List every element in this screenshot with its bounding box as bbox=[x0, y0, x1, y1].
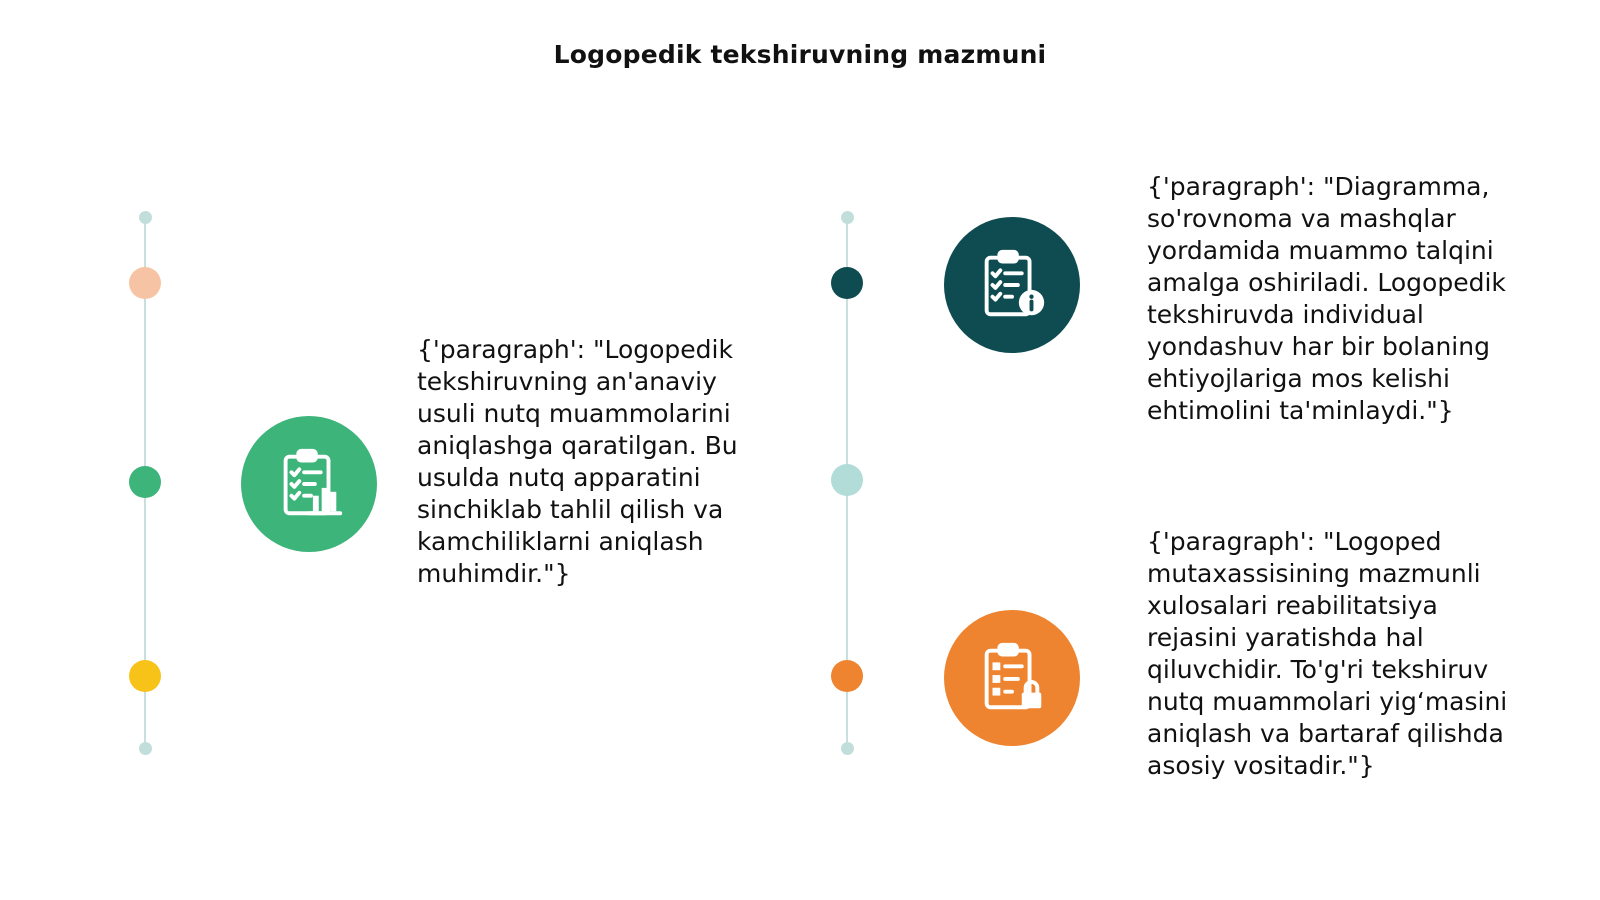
left-timeline-yellow-dot bbox=[129, 660, 161, 692]
left-timeline-start-dot bbox=[139, 211, 152, 224]
clipboard-lock-icon bbox=[944, 610, 1080, 746]
left-timeline-green-dot bbox=[129, 466, 161, 498]
left-timeline-peach-dot bbox=[129, 267, 161, 299]
item-1-paragraph: {'paragraph': "Logopedik tekshiruvning an'anaviy usuli nutq muammolarini aniqlashga qaratilgan. Bu usulda nutq apparatini sinchiklab tahlil qilish va kamchiliklarni aniqlash muhimdir."} bbox=[417, 335, 738, 588]
item-2-paragraph: {'paragraph': "Diagramma, so'rovnoma va mashqlar yordamida muammo talqini amalga oshiriladi. Logopedik tekshiruvda individual yondashuv har bir bolaning ehtiyojlariga mos kelishi ehtimolini ta'minlaydi."} bbox=[1147, 172, 1506, 425]
right-timeline-dark-teal-dot bbox=[831, 267, 863, 299]
item-3-paragraph: {'paragraph': "Logoped mutaxassisining mazmunli xulosalari reabilitatsiya rejasini yaratishda hal qiluvchidir. To'g'ri tekshiruv nutq muammolari yig‘masini aniqlash va bartaraf qilishda asosiy vositadir."} bbox=[1147, 527, 1508, 780]
right-timeline-light-teal-dot bbox=[831, 464, 863, 496]
clipboard-chart-icon bbox=[241, 416, 377, 552]
left-timeline-end-dot bbox=[139, 742, 152, 755]
right-timeline-start-dot bbox=[841, 211, 854, 224]
right-timeline-orange-dot bbox=[831, 660, 863, 692]
page-title: Logopedik tekshiruvning mazmuni bbox=[553, 40, 1047, 69]
clipboard-info-icon bbox=[944, 217, 1080, 353]
right-timeline-end-dot bbox=[841, 742, 854, 755]
